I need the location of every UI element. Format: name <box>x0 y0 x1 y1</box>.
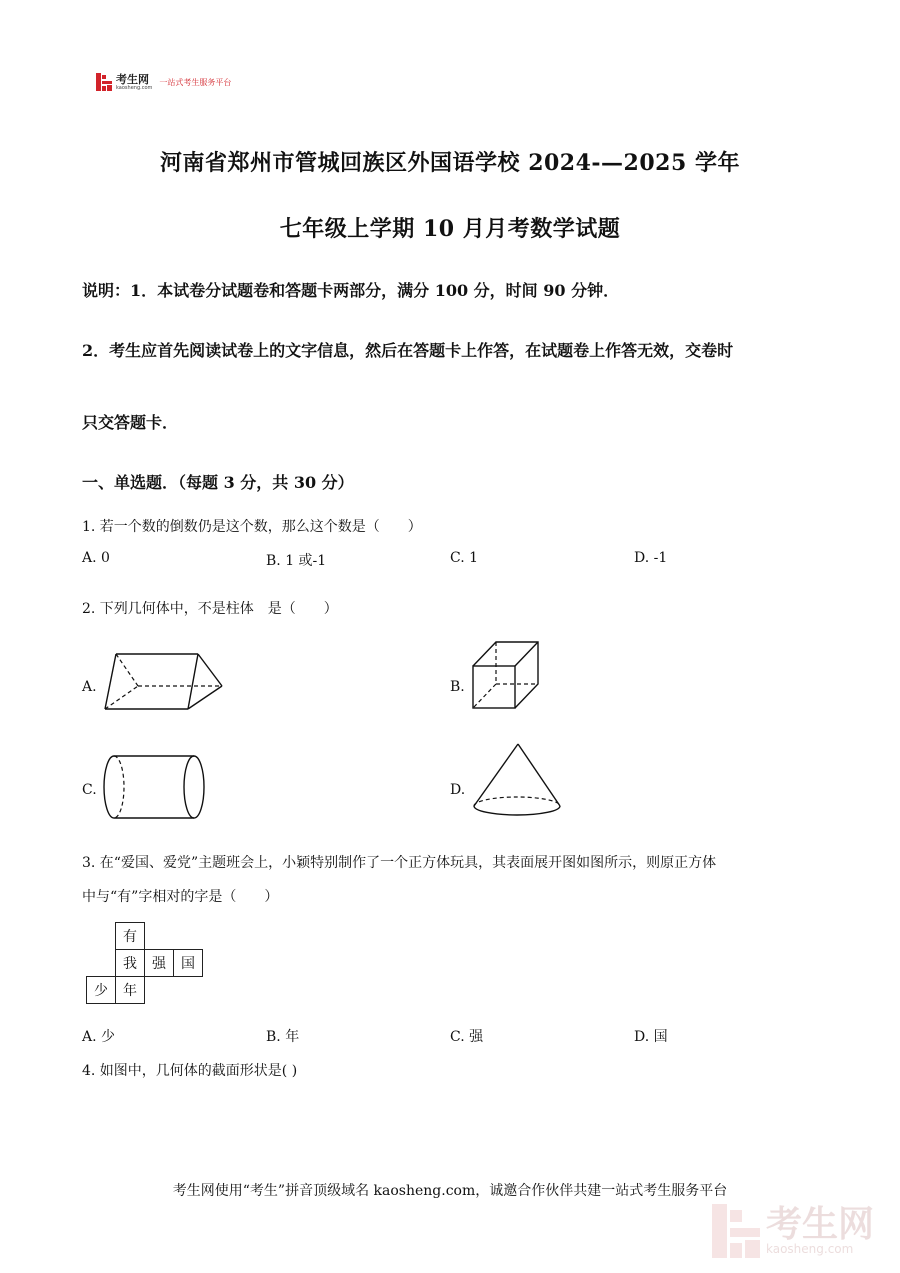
section-heading: 一、单选题．（每题 3 分，共 30 分） <box>82 473 354 492</box>
triangular-prism-figure <box>100 650 228 714</box>
cone-figure <box>470 740 564 820</box>
net-cell: 国 <box>174 950 203 977</box>
q3-option-c: C. 强 <box>450 1029 484 1045</box>
cube-figure <box>470 638 542 712</box>
watermark-domain: kaosheng.com <box>765 1242 854 1256</box>
net-cell: 少 <box>87 977 116 1004</box>
q3-stem-line2: 中与“有”字相对的字是（ ） <box>82 889 279 905</box>
q2-option-c-label: C. <box>82 782 97 798</box>
q3-option-d: D. 国 <box>634 1029 668 1045</box>
net-cell: 有 <box>116 923 145 950</box>
note-line1: 说明：1．本试卷分试题卷和答题卡两部分，满分 100 分，时间 90 分钟． <box>82 281 620 300</box>
q1-option-b: B. 1 或-1 <box>266 553 327 569</box>
header-logo <box>96 72 231 92</box>
q3-stem-line1: 3. 在“爱国、爱党”主题班会上，小颖特别制作了一个正方体玩具，其表面展开图如图所示，则原正方体 <box>82 855 717 871</box>
cylinder-figure <box>100 752 208 822</box>
note-line2a: 2．考生应首先阅读试卷上的文字信息，然后在答题卡上作答，在试题卷上作答无效，交卷时 <box>82 341 734 360</box>
note-line2b: 只交答题卡． <box>82 413 179 432</box>
q4-stem: 4. 如图中，几何体的截面形状是( ) <box>82 1063 298 1079</box>
q2-option-b-label: B. <box>450 679 465 695</box>
page-title-line2: 七年级上学期 10 月月考数学试题 <box>279 216 621 242</box>
q2-option-d-label: D. <box>450 782 466 798</box>
cube-net-grid <box>86 922 203 1004</box>
kaosheng-logo-icon <box>96 73 112 91</box>
net-cell: 强 <box>145 950 174 977</box>
q1-option-a: A. 0 <box>82 550 110 566</box>
net-cell: 年 <box>116 977 145 1004</box>
page-title-line1: 河南省郑州市管城回族区外国语学校 2024-—2025 学年 <box>160 150 740 176</box>
q2-option-a-label: A. <box>82 679 97 695</box>
net-cell: 我 <box>116 950 145 977</box>
kaosheng-watermark-icon <box>712 1204 760 1258</box>
q1-option-c: C. 1 <box>450 550 479 566</box>
q3-option-a: A. 少 <box>82 1029 116 1045</box>
logo-slogan: 一站式考生服务平台 <box>159 77 232 87</box>
page-footer: 考生网使用“考生”拼音顶级域名 kaosheng.com，诚邀合作伙伴共建一站式考生服务平台 <box>172 1183 728 1199</box>
logo-name: 考生网 <box>116 72 149 86</box>
watermark-name: 考生网 <box>765 1204 874 1245</box>
q1-option-d: D. -1 <box>634 550 668 566</box>
logo-domain: kaosheng.com <box>116 84 153 91</box>
watermark-logo <box>712 1204 874 1258</box>
q3-option-b: B. 年 <box>266 1029 300 1045</box>
q2-stem: 2. 下列几何体中，不是柱体 是（ ） <box>82 601 338 617</box>
q1-stem: 1. 若一个数的倒数仍是这个数，那么这个数是（ ） <box>82 519 422 535</box>
